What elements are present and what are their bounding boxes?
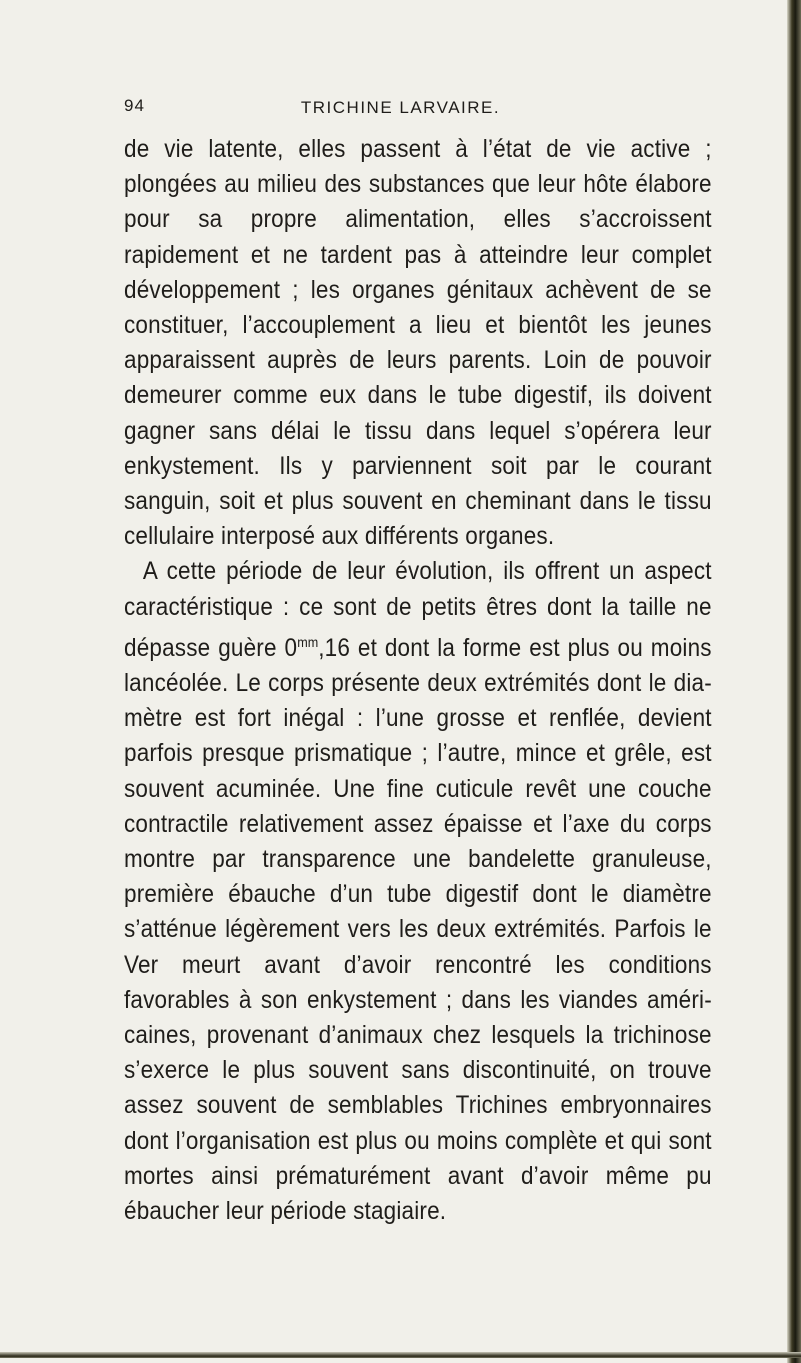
paragraph-2 bbox=[124, 554, 712, 1229]
body-text bbox=[124, 132, 712, 1229]
paragraph-2-text-after: ,16 et dont la forme est plus ou moins lancéolée. Le corps présente deux extrémités dont le diamètre est fort inégal : l’une grosse et renflée, devient parfois presque prismatique ; l’autre, mince et grêle, est souvent acuminée. Une fine cuticule revêt une couche contractile relativement assez épaisse et l’axe du corps montre par transparence une bandelette granuleuse, première ébauche d’un tube digestif dont le diamètre s’atténue légèrement vers les deux extrémités. Parfois le Ver meurt avant d’avoir rencontré les conditions favorables à son enkystement ; dans les viandes américaines, provenant d’animaux chez lesquels la trichinose s’exerce le plus souvent sans discontinuité, on trouve assez souvent de semblables Trichines embryonnaires dont l’organisation est plus ou moins complète et qui sont mortes ainsi prématurément avant d’avoir même pu ébaucher leur période stagiaire. bbox=[124, 633, 712, 1226]
paragraph-1: de vie latente, elles passent à l’état de vie active ; plongées au milieu des substances que leur hôte élabore pour sa propre alimentation, elles s’accroissent rapidement et ne tardent pas à atteindre leur complet développement ; les organes génitaux achèvent de se constituer, l’accouplement a lieu et bientôt les jeunes apparaissent auprès de leurs parents. Loin de pouvoir demeurer comme eux dans le tube digestif, ils doivent gagner sans délai le tissu dans lequel s’opérera leur enkystement. Ils y parviennent soit par le courant sanguin, soit et plus souvent en cheminant dans le tissu cellulaire interposé aux différents organes. bbox=[124, 135, 712, 551]
paragraph-2-text-before: A cette période de leur évolution, ils offrent un aspect caractéristique : ce sont de petits êtres dont la taille ne dépasse guère 0 bbox=[124, 557, 712, 662]
running-head: TRICHINE LARVAIRE. bbox=[300, 98, 501, 117]
unit-superscript: mm bbox=[297, 633, 319, 650]
page-binding-edge bbox=[787, 0, 801, 1363]
page-bottom-edge bbox=[0, 1352, 801, 1358]
page-number: 94 bbox=[124, 96, 145, 115]
page-header bbox=[0, 86, 801, 120]
